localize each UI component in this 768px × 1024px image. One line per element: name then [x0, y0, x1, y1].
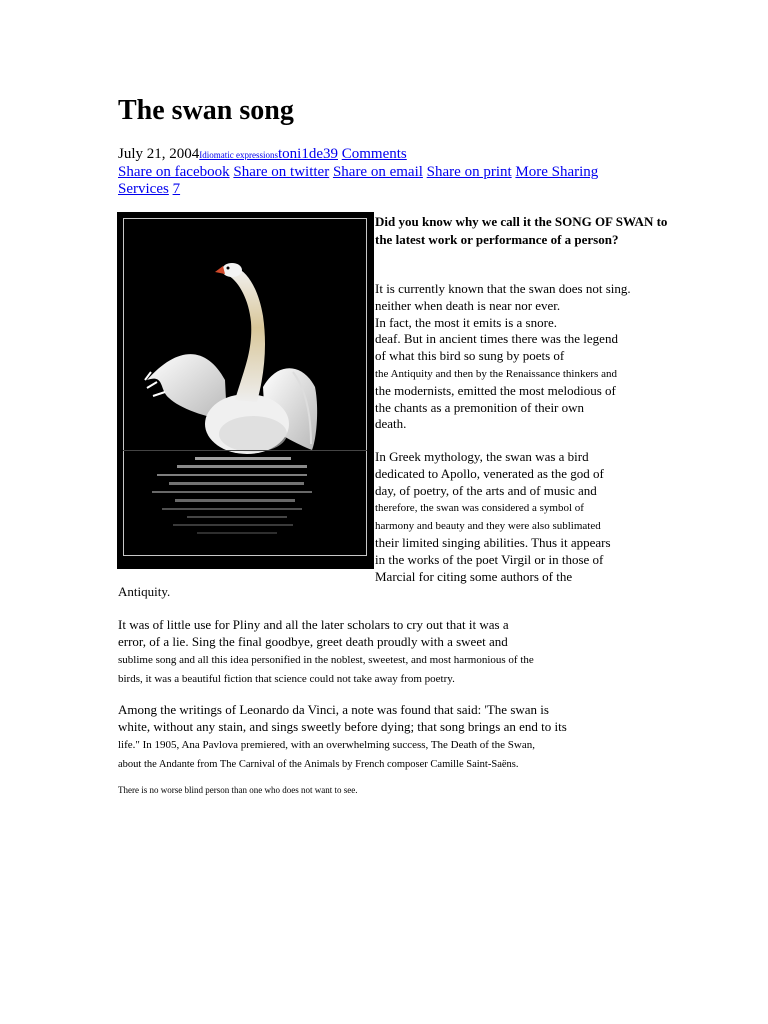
paragraph-3	[118, 616, 653, 688]
text-line: In fact, the most it emits is a snore.	[375, 314, 557, 330]
text-line: life." In 1905, Ana Pavlova premiered, with an overwhelming success, The Death of the Swan,	[118, 739, 535, 751]
text-line: Marcial for citing some authors of the	[375, 568, 573, 584]
paragraph-1	[375, 281, 675, 433]
text-line: the modernists, emitted the most melodious of	[375, 382, 616, 398]
swan-illustration	[117, 212, 374, 569]
text-line: death.	[375, 416, 407, 432]
text-line: about the Andante from The Carnival of the Animals by French composer Camille Saint-Saëns.	[118, 759, 519, 770]
text-line: dedicated to Apollo, venerated as the god of	[375, 465, 604, 481]
text-line: birds, it was a beautiful fiction that science could not take away from poetry.	[118, 673, 455, 685]
comments-link[interactable]: Comments	[341, 146, 407, 162]
publish-date: July 21, 2004	[118, 146, 200, 162]
share-print-link[interactable]: Share on print	[426, 164, 512, 180]
swan-photo	[117, 212, 374, 569]
text-line: Among the writings of Leonardo da Vinci, a note was found that said: 'The swan is	[118, 702, 549, 717]
article-meta	[118, 146, 638, 198]
paragraph-2-end: Antiquity.	[118, 584, 171, 599]
text-line: It is currently known that the swan does not sing.	[375, 281, 631, 296]
paragraph-4	[118, 701, 653, 773]
text-line: harmony and beauty and they were also sublimated	[375, 520, 601, 533]
article-title: The swan song	[118, 95, 294, 126]
text-line: the chants as a premonition of their own	[375, 399, 585, 415]
text-line: of what this bird so sung by poets of	[375, 348, 565, 364]
share-facebook-link[interactable]: Share on facebook	[118, 164, 230, 180]
text-line: the Antiquity and then by the Renaissance thinkers and	[375, 367, 617, 380]
paragraph-2	[375, 449, 675, 585]
text-line: In Greek mythology, the swan was a bird	[375, 449, 589, 464]
text-line: sublime song and all this idea personified in the noblest, sweetest, and most harmonious of the	[118, 654, 534, 666]
text-line: It was of little use for Pliny and all the later scholars to cry out that it was a	[118, 617, 509, 632]
text-line: deaf. But in ancient times there was the legend	[375, 331, 618, 347]
more-sharing-link[interactable]: More Sharing Services	[118, 164, 599, 197]
text-line: error, of a lie. Sing the final goodbye, greet death proudly with a sweet and	[118, 634, 508, 649]
text-line: therefore, the swan was considered a symbol of	[375, 502, 584, 515]
author-link[interactable]: toni1de39	[278, 146, 338, 162]
text-line: neither when death is near nor ever.	[375, 297, 561, 313]
share-twitter-link[interactable]: Share on twitter	[233, 164, 330, 180]
category-link[interactable]: Idiomatic expressions	[199, 150, 278, 160]
lead-question: Did you know why we call it the SONG OF SWAN to the latest work or performance of a person?	[375, 214, 668, 247]
text-line: day, of poetry, of the arts and of music and	[375, 482, 597, 498]
text-line: in the works of the poet Virgil or in those of	[375, 551, 604, 567]
share-count-link[interactable]: 7	[172, 181, 181, 197]
closing-line: There is no worse blind person than one who does not want to see.	[118, 785, 358, 795]
share-email-link[interactable]: Share on email	[332, 164, 423, 180]
text-line: white, without any stain, and sings sweetly before dying; that song brings an end to its	[118, 719, 567, 734]
text-line: their limited singing abilities. Thus it appears	[375, 534, 611, 550]
